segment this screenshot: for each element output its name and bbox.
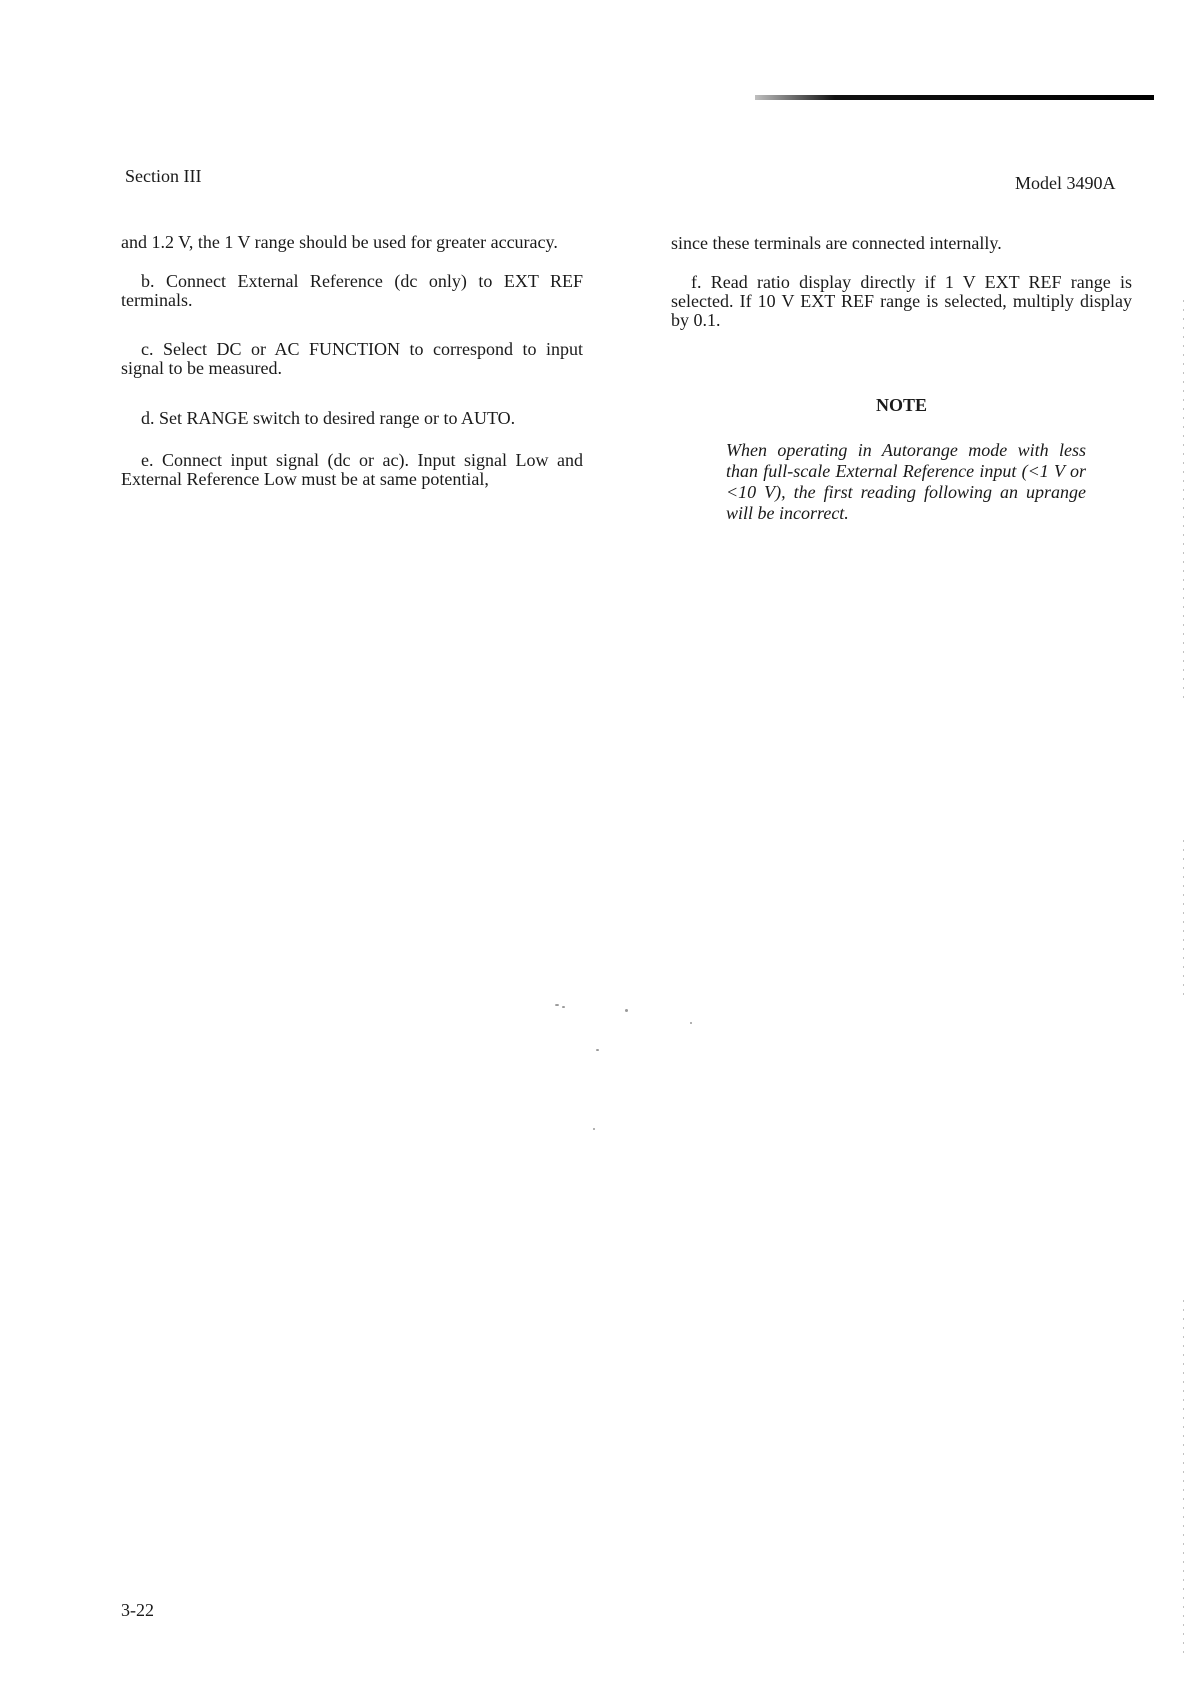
scan-speck (562, 1006, 565, 1008)
scan-speck (555, 1004, 559, 1006)
scan-edge-marks (1183, 1300, 1184, 1660)
step-c: c. Select DC or AC FUNCTION to correspond to input signal to be measured. (121, 339, 583, 378)
top-rule (755, 95, 1154, 100)
step-f: f. Read ratio display directly if 1 V EXT REF range is selected. If 10 V EXT REF range is selected, multiply display by 0.1. (671, 272, 1132, 330)
scan-speck (593, 1128, 595, 1130)
section-label: Section III (125, 166, 202, 186)
model-label: Model 3490A (1015, 173, 1116, 193)
step-d: d. Set RANGE switch to desired range or to AUTO. (141, 408, 516, 428)
page-number: 3-22 (121, 1600, 154, 1620)
left-column (121, 233, 583, 489)
note-body: When operating in Autorange mode with less than full-scale External Reference input (<1 V or <10 V), the first reading following an uprange will be incorrect. (726, 440, 1086, 523)
scan-edge-marks (1183, 300, 1184, 700)
scan-speck (690, 1022, 692, 1024)
scan-speck (625, 1009, 628, 1012)
right-column (671, 234, 1132, 330)
paragraph-continuation: and 1.2 V, the 1 V range should be used for greater accuracy. (121, 232, 558, 252)
step-b: b. Connect External Reference (dc only) to EXT REF terminals. (121, 271, 583, 310)
scan-edge-marks (1183, 840, 1184, 1000)
step-e: e. Connect input signal (dc or ac). Input signal Low and External Reference Low must be at same potential, (121, 450, 583, 489)
note-title: NOTE (875, 395, 927, 415)
paragraph-continuation-right: since these terminals are connected internally. (671, 233, 1002, 253)
scan-speck (596, 1049, 599, 1051)
